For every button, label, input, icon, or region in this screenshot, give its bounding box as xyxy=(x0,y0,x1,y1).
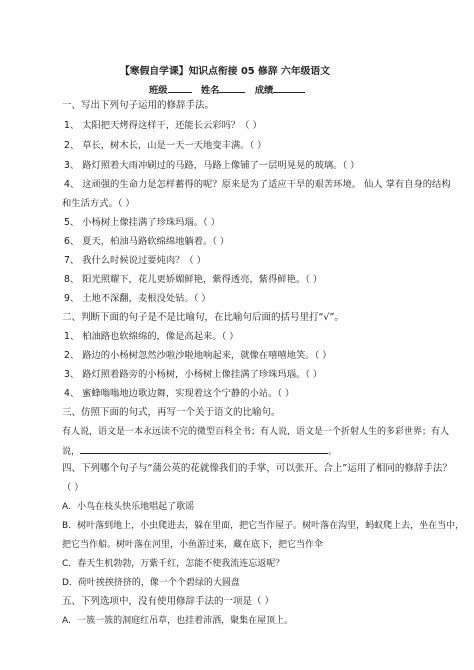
worksheet-title: 【寒假自学课】知识点衔接 05 修辞 六年级语文 xyxy=(120,66,331,77)
question-item: 9、 土地不深翻，麦根没处钻。（ ） xyxy=(64,293,211,304)
class-blank[interactable] xyxy=(168,83,192,93)
question-item: 3、 路灯照着大雨冲刷过的马路，马路上像铺了一层明晃晃的玻璃。（ ） xyxy=(64,160,360,171)
option-a: A．一簇一簇的洞庭红吊草，也挂着沛洒，聚集在屋顶上。 xyxy=(62,616,294,626)
section4-answer-paren: （ ） xyxy=(62,482,84,493)
student-info-line xyxy=(149,83,305,97)
section3-suffix: 。 xyxy=(328,447,338,457)
section3-heading: 三、仿照下面的句式，再写一个关于语文的比喻句。 xyxy=(62,407,281,418)
section5-heading: 五、下列选项中，没有使用修辞手法的一项是（ ） xyxy=(62,596,275,607)
name-blank[interactable] xyxy=(219,83,245,93)
question-item: 4、 蜜蜂嗡嗡地边歌边舞，实现着这个宁静的小站。（ ） xyxy=(64,388,295,399)
question-item: 8、 阳光照耀下，花儿更娇媚鲜艳，紫得透亮，紫得鲜艳。（ ） xyxy=(64,274,323,285)
score-label: 成绩 xyxy=(254,85,274,96)
question-item: 1、 柏油路也软绵绵的，像是高起来。（ ） xyxy=(64,331,239,342)
option-b-continuation: 把它当作船。树叶落在河里，小鱼游过来，藏在底下，把它当作伞 xyxy=(62,540,324,550)
question-item: 2、 草长，树木长，山是一天一天地变丰满。（ ） xyxy=(64,140,267,151)
section3-line2 xyxy=(62,444,337,458)
class-label: 班级 xyxy=(149,85,168,96)
question-item: 3、 路灯照着路旁的小杨树，小杨树上像挂满了珍珠玛瑙。（ ） xyxy=(64,369,323,380)
section1-heading: 一、写出下列句子运用的修辞手法。 xyxy=(62,100,215,111)
option-a: A．小鸟在枝头快乐地唱起了歌谣 xyxy=(62,502,195,512)
section3-line1: 有人说，语文是一本永远读不完的微型百科全书；有人说，语文是一个折射人生的多彩世界；有人 xyxy=(62,427,450,437)
option-d: D．荷叶挨挨挤挤的，像一个个碧绿的大圆盘 xyxy=(62,578,240,588)
score-blank[interactable] xyxy=(273,83,305,93)
question-item: 2、 路边的小杨树忽然沙啦沙啦地响起来，就像在嘻嘻地笑。（ ） xyxy=(64,350,332,361)
section3-prefix: 说， xyxy=(62,447,81,457)
section4-heading: 四、下列哪个句子与“蒲公英的花就像我们的手掌，可以张开、合上”运用了相同的修辞手法？ xyxy=(62,463,452,474)
option-b: B．树叶落到地上，小虫爬进去，躲在里面，把它当作屋子。树叶落在沟里，蚂蚁爬上去，坐在当中， xyxy=(62,521,465,531)
question-item: 4、 这顽强的生命力是怎样蓄得的呢？原来是为了适应干旱的艰苦环境。 仙人 掌有自身的结构 xyxy=(64,179,451,190)
question-item: 6、 夏天，柏油马路软绵绵地躺着。（ ） xyxy=(64,236,230,247)
question-item-continuation: 和生活方式。（ ） xyxy=(62,198,135,209)
name-label: 姓名 xyxy=(200,85,220,96)
question-item: 1、 太阳把天烤得这样干，还能长云彩吗？（ ） xyxy=(64,120,262,131)
answer-blank[interactable] xyxy=(80,444,328,454)
section2-heading: 二、判断下面的句子是不是比喻句，在比喻句后面的括号里打“√”。 xyxy=(62,312,344,323)
question-item: 5、 小杨树上像挂满了珍珠玛瑙。（ ） xyxy=(64,217,220,228)
option-c: C．春天生机勃勃，万紫千红，怎能不使我流连忘返呢？ xyxy=(62,559,285,569)
question-item: 7、 我什么时候说过要炖肉？（ ） xyxy=(64,255,206,266)
